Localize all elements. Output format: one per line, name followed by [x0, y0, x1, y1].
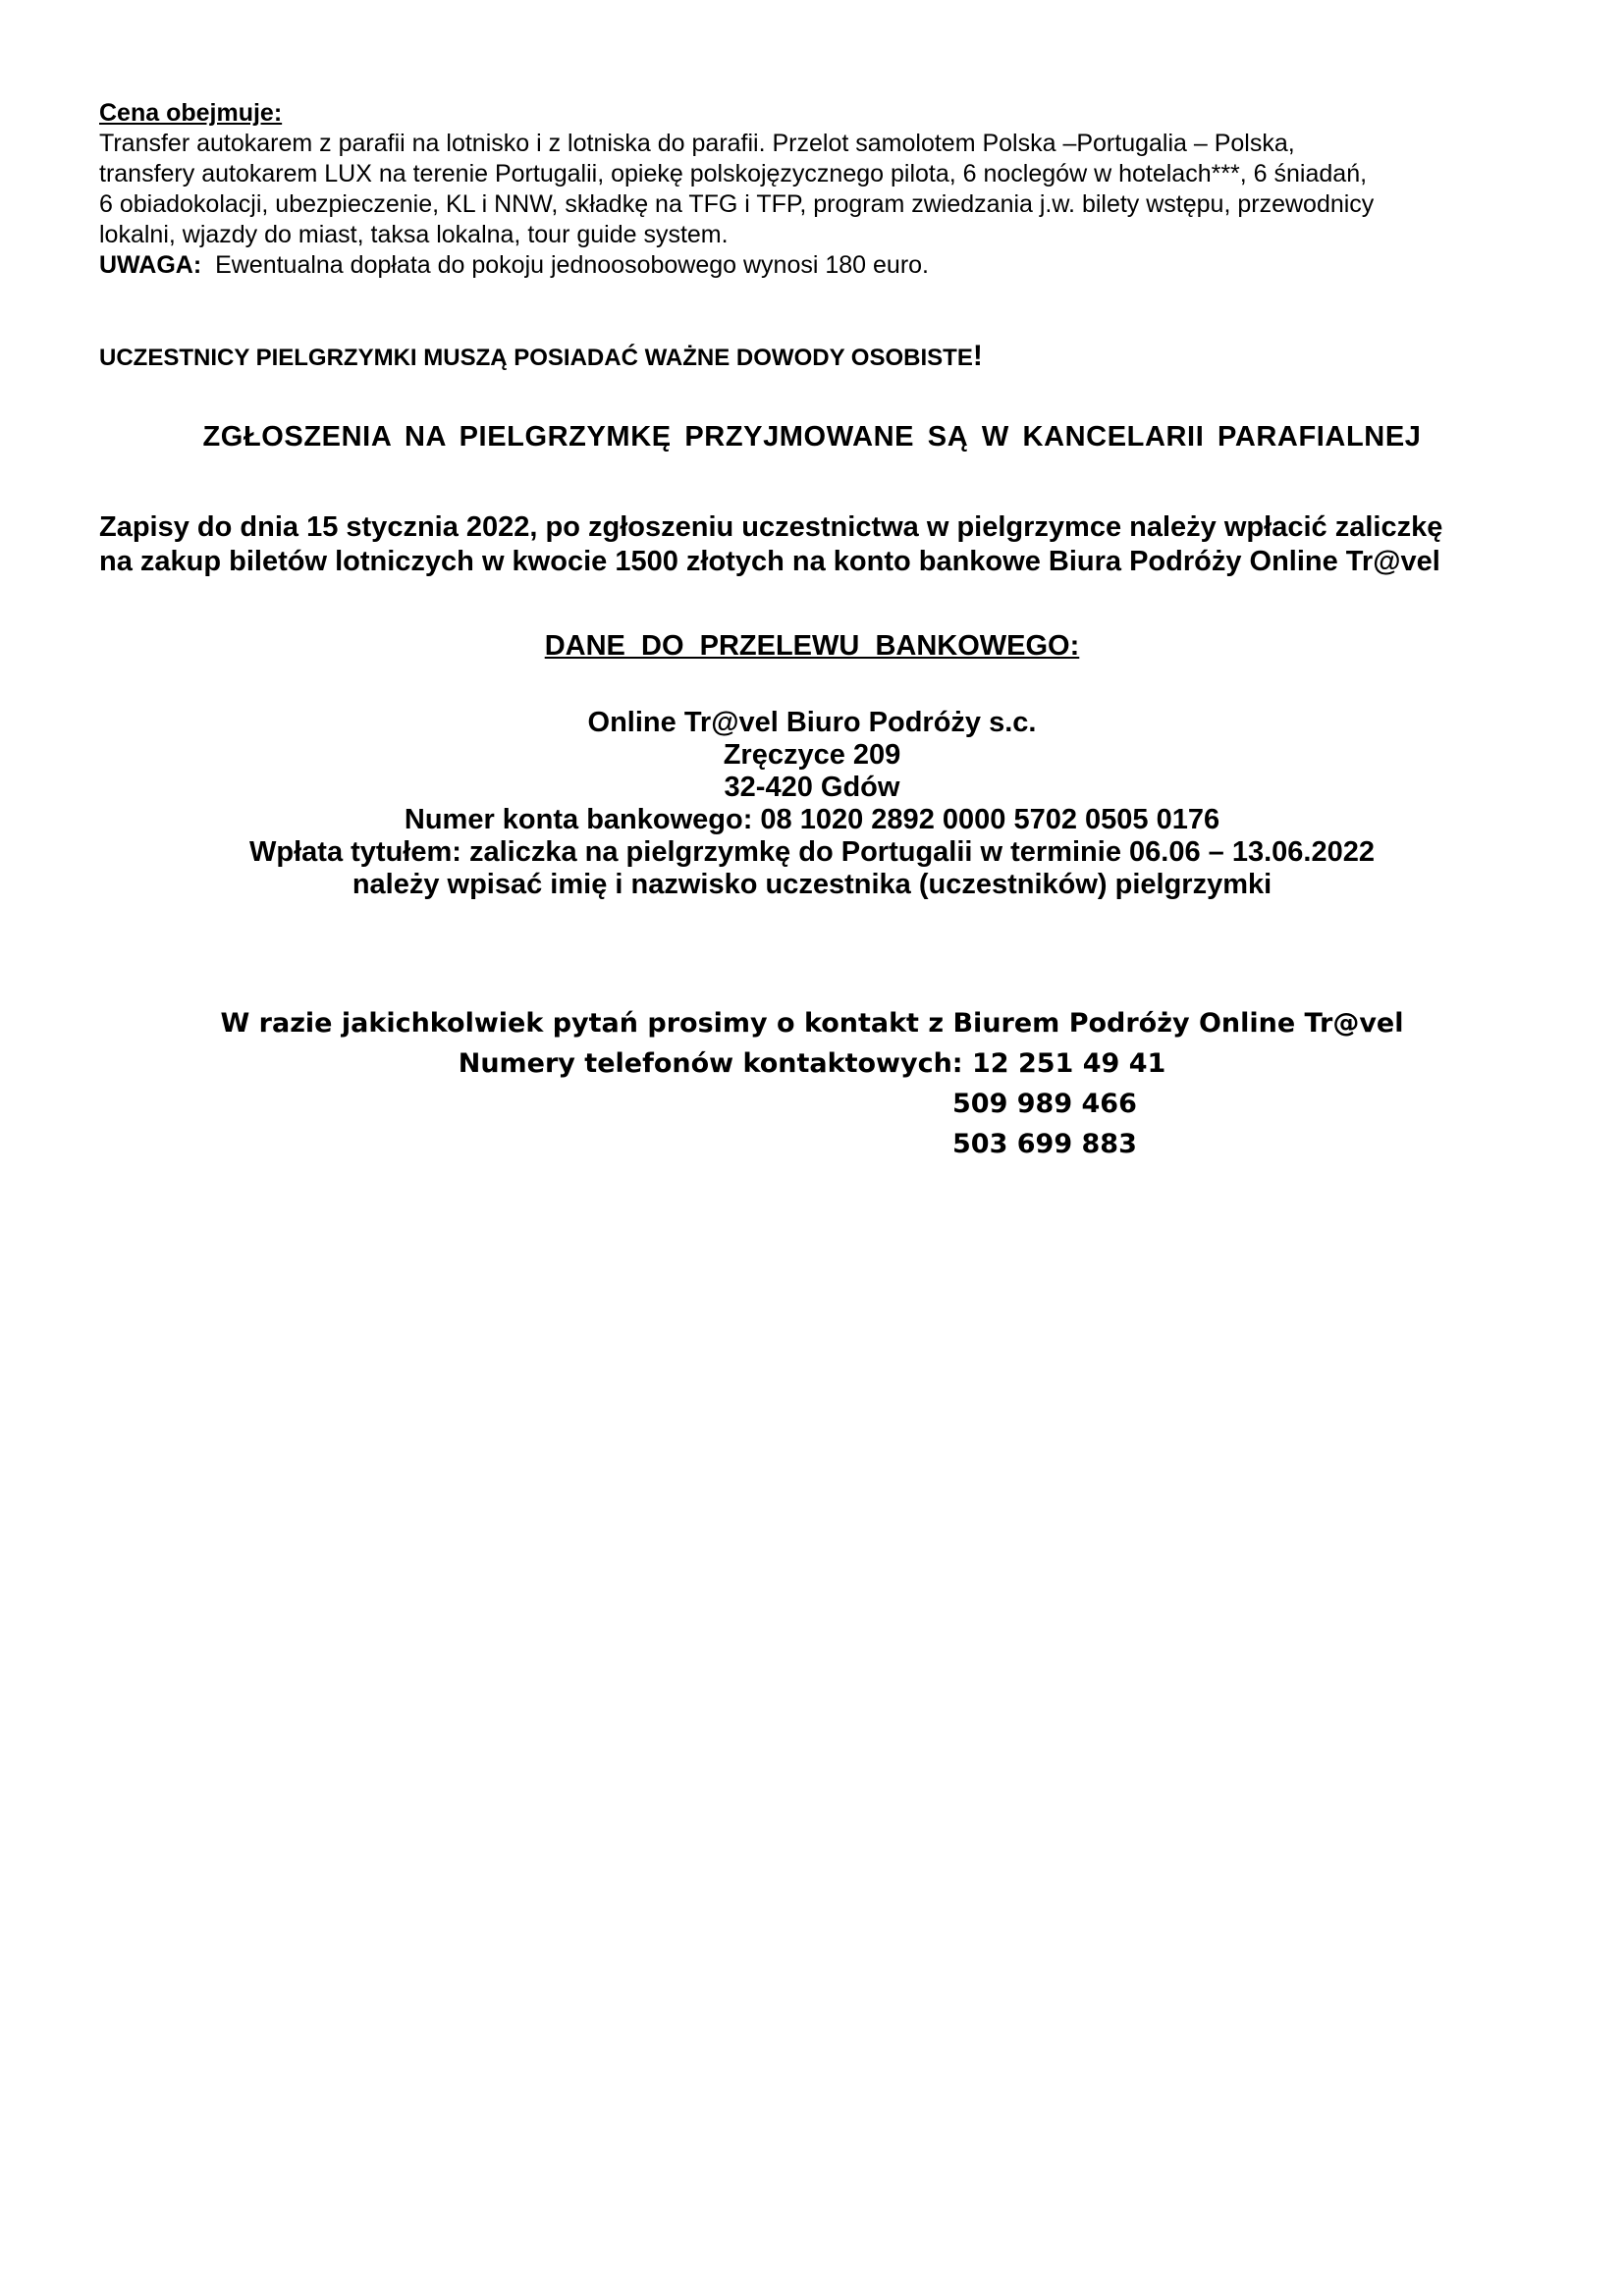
note-label: UWAGA: [99, 251, 202, 279]
enrolment-line: Zapisy do dnia 15 stycznia 2022, po zgłoszeniu uczestnictwa w pielgrzymce należy wpłacić zaliczkę [99, 511, 1443, 543]
price-includes-line: Transfer autokarem z parafii na lotnisko i z lotniska do parafii. Przelot samolotem Polska –Portugalia – Polska, [99, 130, 1295, 157]
id-documents-notice [99, 340, 983, 373]
contact-intro: W razie jakichkolwiek pytań prosimy o kontakt z Biurem Podróży Online Tr@vel [220, 1008, 1404, 1039]
contact-section [0, 1003, 1624, 1164]
price-includes-line: 6 obiadokolacji, ubezpieczenie, KL i NNW, składkę na TFG i TFP, program zwiedzania j.w. bilety wstępu, przewodnicy [99, 190, 1375, 218]
company-name: Online Tr@vel Biuro Podróży s.c. [587, 707, 1037, 738]
company-street: Zręczyce 209 [723, 739, 901, 771]
id-documents-notice-exclamation: ! [972, 340, 983, 372]
id-documents-notice-text: UCZESTNICY PIELGRZYMKI MUSZĄ POSIADAĆ WAŻNE DOWODY OSOBISTE [99, 345, 973, 371]
price-includes-line: transfery autokarem LUX na terenie Portugalii, opiekę polskojęzycznego pilota, 6 noclegów w hotelach***, 6 śniadań, [99, 160, 1368, 187]
enrolment-paragraph [99, 510, 1552, 579]
contact-phone: 509 989 466 [952, 1089, 1137, 1119]
price-includes-line: lokalni, wjazdy do miast, taksa lokalna, tour guide system. [99, 221, 729, 248]
transfer-title: Wpłata tytułem: zaliczka na pielgrzymkę do Portugalii w terminie 06.06 – 13.06.2022 [249, 836, 1375, 868]
transfer-details [0, 707, 1624, 901]
price-includes-section [99, 98, 1552, 281]
contact-phones-line: Numery telefonów kontaktowych: 12 251 49 41 [458, 1048, 1166, 1079]
registration-notice: ZGŁOSZENIA NA PIELGRZYMKĘ PRZYJMOWANE SĄ W KANCELARII PARAFIALNEJ [202, 421, 1422, 453]
enrolment-line: na zakup biletów lotniczych w kwocie 1500 złotych na konto bankowe Biura Podróży Online Tr@vel [99, 546, 1440, 577]
transfer-instruction: należy wpisać imię i nazwisko uczestnika (uczestników) pielgrzymki [352, 869, 1272, 900]
company-city: 32-420 Gdów [724, 772, 900, 803]
transfer-details-heading: DANE DO PRZELEWU BANKOWEGO: [544, 630, 1080, 662]
single-room-note [99, 250, 1552, 281]
bank-account-number: Numer konta bankowego: 08 1020 2892 0000 5702 0505 0176 [404, 804, 1220, 835]
contact-phone: 503 699 883 [952, 1129, 1137, 1159]
note-text: Ewentualna dopłata do pokoju jednoosobowego wynosi 180 euro. [215, 251, 929, 279]
price-includes-heading: Cena obejmuje: [99, 99, 283, 127]
